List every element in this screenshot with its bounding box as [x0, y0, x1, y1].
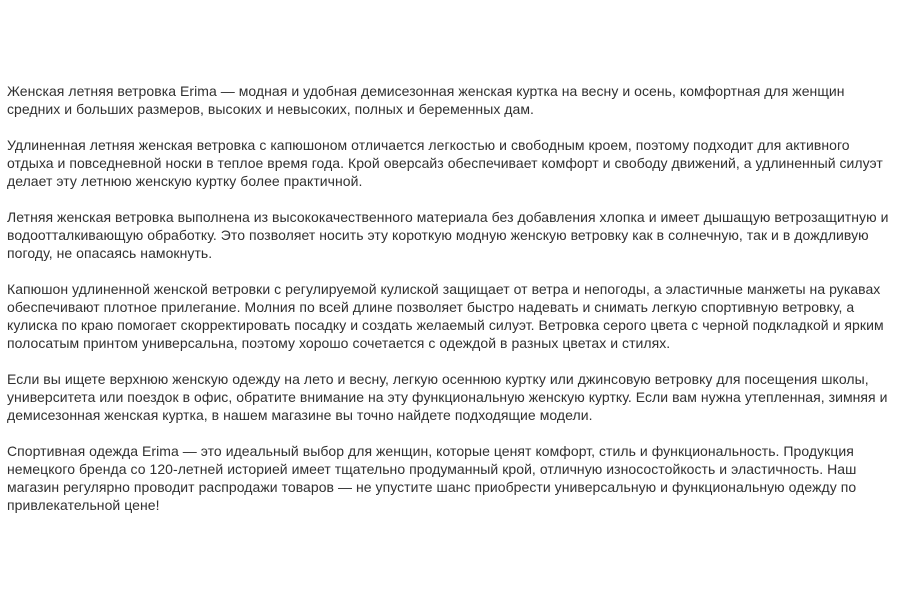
description-paragraph-5: Если вы ищете верхнюю женскую одежду на лето и весну, легкую осеннюю куртку или джинсовую ветровку для посещения школы, университета или поездок в офис, обратите внимание на эту функциональную женскую куртку. Если вам нужна утепленная, зимняя и демисезонная женская куртка, в нашем магазине вы точно найдете подходящие модели. [7, 371, 888, 423]
product-description [7, 82, 892, 532]
description-paragraph-4: Капюшон удлиненной женской ветровки с регулируемой кулиской защищает от ветра и непогоды, а эластичные манжеты на рукавах обеспечивают плотное прилегание. Молния по всей длине позволяет быстро надевать и снимать легкую спортивную ветровку, а кулиска по краю помогает скорректировать посадку и создать желаемый силуэт. Ветровка серого цвета с черной подкладкой и ярким полосатым принтом универсальна, поэтому хорошо сочетается с одеждой в разных цветах и стилях. [7, 281, 884, 351]
description-paragraph-6: Спортивная одежда Erima — это идеальный выбор для женщин, которые ценят комфорт, стиль и функциональность. Продукция немецкого бренда со 120-летней историей имеет тщательно продуманный крой, отличную износостойкость и эластичность. Наш магазин регулярно проводит распродажи товаров — не упустите шанс приобрести универсальную и функциональную одежду по привлекательной цене! [7, 443, 857, 513]
description-paragraph-3: Летняя женская ветровка выполнена из высококачественного материала без добавления хлопка и имеет дышащую ветрозащитную и водоотталкивающую обработку. Это позволяет носить эту короткую модную женскую ветровку как в солнечную, так и в дождливую погоду, не опасаясь намокнуть. [7, 209, 889, 261]
description-paragraph-1: Женская летняя ветровка Erima — модная и удобная демисезонная женская куртка на весну и осень, комфортная для женщин средних и больших размеров, высоких и невысоких, полных и беременных дам. [7, 83, 845, 117]
description-paragraph-2: Удлиненная летняя женская ветровка с капюшоном отличается легкостью и свободным кроем, поэтому подходит для активного отдыха и повседневной носки в теплое время года. Крой оверсайз обеспечивает комфорт и свободу движений, а удлиненный силуэт делает эту летнюю женскую куртку более практичной. [7, 137, 883, 189]
